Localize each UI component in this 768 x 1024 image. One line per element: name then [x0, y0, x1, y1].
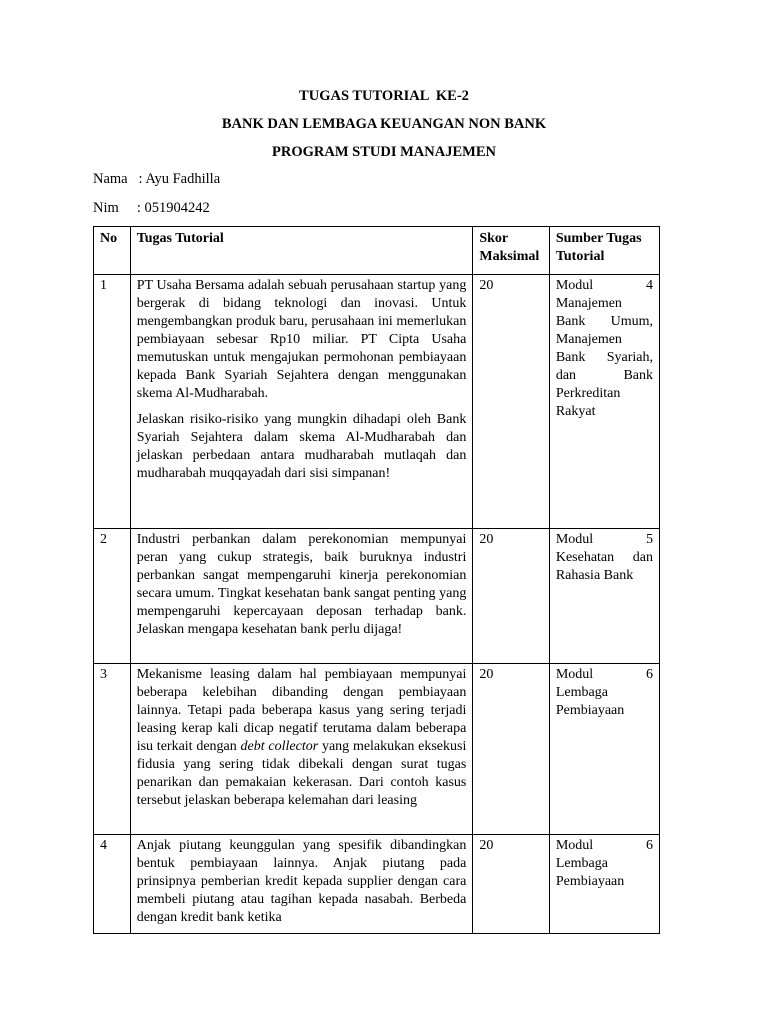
score-cell: 20	[473, 664, 549, 835]
header-score: Skor Maksimal	[473, 227, 549, 275]
row-number: 2	[94, 529, 131, 664]
document-title: TUGAS TUTORIAL KE-2	[299, 88, 469, 104]
module-line	[556, 531, 653, 549]
module-line	[556, 277, 653, 295]
module-number: 4	[646, 278, 653, 293]
table-row	[94, 275, 660, 529]
module-word: Modul	[555, 838, 594, 853]
score-cell: 20	[473, 529, 549, 664]
task-text: yang melakukan eksekusi fidusia yang sering tidak dibekali dengan surat tugas penarikan dan pemakaian kekerasan. Dari contoh kasus tersebut jelaskan beberapa kelemahan dari leasing	[136, 739, 467, 808]
task-cell	[130, 664, 473, 835]
module-title: Kesehatan dan Rahasia Bank	[555, 550, 653, 583]
module-line	[556, 666, 653, 684]
task-text: Mekanisme leasing dalam hal pembiayaan mempunyai beberapa kelebihan dibanding dengan pembiayaan lainnya. Tetapi pada beberapa kasus yang sering terjadi leasing kerap kali dicap negatif terutama dalam beberapa isu terkait dengan	[136, 667, 467, 754]
task-paragraph: Anjak piutang keunggulan yang spesifik dibandingkan bentuk pembiayaan lainnya. Anjak piutang pada prinsipnya pemberian kredit kepada supplier dengan cara membeli piutang atau tagihan kepada nasabah. Berbeda dengan kredit bank ketika	[136, 838, 467, 925]
task-paragraph	[137, 666, 467, 810]
module-number: 6	[646, 667, 653, 682]
header-no: No	[94, 227, 131, 275]
header-task: Tugas Tutorial	[130, 227, 473, 275]
task-paragraph: Industri perbankan dalam perekonomian mempunyai peran yang cukup strategis, baik buruknya industri perbankan sangat mempengaruhi kinerja perekonomian secara umum. Tingkat kesehatan bank sangat penting yang mempengaruhi kepercayaan deposan terhadap bank. Jelaskan mengapa kesehatan bank perlu dijaga!	[136, 532, 467, 637]
module-word: Modul	[555, 532, 594, 547]
task-paragraph: PT Usaha Bersama adalah sebuah perusahaan startup yang bergerak di bidang teknologi dan inovasi. Untuk mengembangkan produk baru, perusahaan ini memerlukan pembiayaan sebesar Rp10 miliar. PT Cipta Usaha memutuskan untuk mengajukan permohonan pembiayaan kepada Bank Syariah Sejahtera dengan menggunakan skema Al-Mudharabah.	[136, 278, 467, 401]
module-number: 6	[646, 838, 653, 853]
module-line	[556, 837, 653, 855]
student-nim: Nim : 051904242	[93, 200, 210, 216]
source-cell	[549, 664, 659, 835]
table-row	[94, 529, 660, 664]
module-word: Modul	[555, 278, 594, 293]
header-source: Sumber Tugas Tutorial	[549, 227, 659, 275]
row-number: 3	[94, 664, 131, 835]
module-title: Lembaga Pembiayaan	[555, 856, 625, 889]
row-number: 4	[94, 835, 131, 934]
course-title: BANK DAN LEMBAGA KEUANGAN NON BANK	[221, 116, 547, 132]
module-title: Lembaga Pembiayaan	[555, 685, 625, 718]
table-row	[94, 664, 660, 835]
module-word: Modul	[555, 667, 594, 682]
score-cell: 20	[473, 835, 549, 934]
task-cell	[130, 275, 473, 529]
task-table	[93, 226, 660, 934]
table-row	[94, 835, 660, 934]
module-number: 5	[646, 532, 653, 547]
student-name: Nama : Ayu Fadhilla	[93, 171, 221, 187]
task-paragraph: Jelaskan risiko-risiko yang mungkin dihadapi oleh Bank Syariah Sejahtera dalam skema Al-Mudharabah dan jelaskan perbedaan antara mudharabah mutlaqah dan mudharabah muqqayadah dari sisi simpanan!	[136, 412, 467, 481]
task-cell	[130, 529, 473, 664]
source-cell	[549, 275, 659, 529]
row-number: 1	[94, 275, 131, 529]
source-cell	[549, 835, 659, 934]
table-header-row	[94, 227, 660, 275]
score-cell: 20	[473, 275, 549, 529]
program-title: PROGRAM STUDI MANAJEMEN	[272, 144, 496, 160]
source-cell	[549, 529, 659, 664]
module-title: Manajemen Bank Umum, Manajemen Bank Syariah, dan Bank Perkreditan Rakyat	[555, 296, 653, 419]
task-cell	[130, 835, 473, 934]
task-italic-term: debt collector	[240, 739, 319, 754]
